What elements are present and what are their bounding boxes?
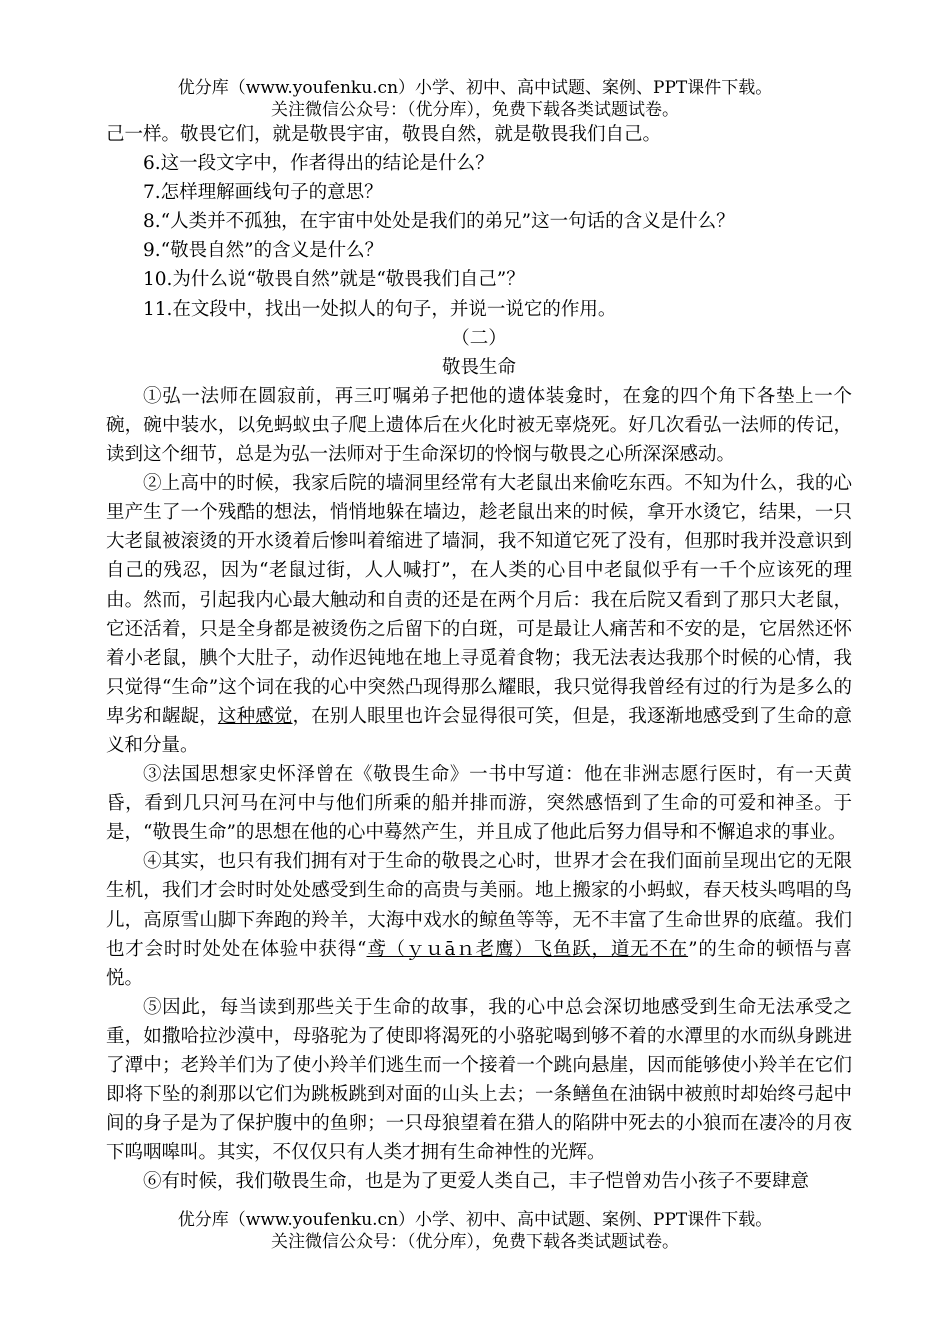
paragraph-2-text-a: ②上高中的时候，我家后院的墙洞里经常有大老鼠出来偷吃东西。不知为什么，我的心里产生了一个残酷的想法，悄悄地躲在墙边，趁老鼠出来的时候，拿开水烫它，结果，一只大老鼠被滚烫的开水烫着后惨叫着缩进了墙洞，我不知道它死了没有，但那时我并没意识到自己的残忍，因为“老鼠过街，人人喊打”，在人类的心目中老鼠似乎有一千个应该死的理由。然而，引起我内心最大触动和自责的还是在两个月后：我在后院又看到了那只大老鼠，它还活着，只是全身都是被烫伤之后留下的白斑，可是最让人痛苦和不安的是，它居然还怀着小老鼠，腆个大肚子，动作迟钝地在地上寻觅着食物；我无法表达我那个时候的心情，我只觉得“生命”这个词在我的心中突然凸现得那么耀眼，我只觉得我曾经有过的行为是多么的卑劣和龌龊，	[106, 473, 852, 727]
question-6: 6.这一段文字中，作者得出的结论是什么？	[143, 153, 494, 175]
paragraph-4-text-a: ④其实，也只有我们拥有对于生命的敬畏之心时，世界才会在我们面前呈现出它的无限生机，我们才会时时处处感受到生命的高贵与美丽。地上搬家的小蚂蚁，春天枝头鸣唱的鸟儿，高原雪山脚下奔跑的羚羊，大海中戏水的鲸鱼等等，无不丰富了生命世界的底蕴。我们也才会时时处处在体验中获得“	[106, 851, 852, 960]
question-8: 8.“人类并不孤独，在宇宙中处处是我们的弟兄”这一句话的含义是什么？	[143, 211, 735, 233]
footer-line-1: 优分库（www.youfenku.cn）小学、初中、高中试题、案例、PPT课件下载。	[177, 1210, 773, 1230]
paragraph-4-text-b: ”的生命的顿悟与喜悦。	[106, 938, 853, 989]
document-body	[106, 120, 852, 1196]
question-7: 7.怎样理解画线句子的意思？	[143, 182, 383, 204]
underlined-quote: 鸢（ｙｕāｎ老鹰）飞鱼跃，道无不在	[366, 938, 689, 960]
question-11: 11.在文段中，找出一处拟人的句子，并说一说它的作用。	[143, 298, 617, 320]
paragraph-1: ①弘一法师在圆寂前，再三叮嘱弟子把他的遗体装龛时，在龛的四个角下各垫上一个碗，碗中装水，以免蚂蚁虫子爬上遗体后在火化时被无辜烧死。好几次看弘一法师的传记，读到这个细节，总是为弘一法师对于生命深切的怜悯与敬畏之心所深深感动。	[106, 385, 852, 466]
section-label: （二）	[451, 327, 507, 349]
question-10: 10.为什么说“敬畏自然”就是“敬畏我们自己”？	[143, 269, 525, 291]
underlined-phrase: 这种感觉	[217, 705, 293, 727]
header-line-1: 优分库（www.youfenku.cn）小学、初中、高中试题、案例、PPT课件下载。	[177, 78, 773, 98]
paragraph-3: ③法国思想家史怀泽曾在《敬畏生命》一书中写道：他在非洲志愿行医时，有一天黄昏，看到几只河马在河中与他们所乘的船并排而游，突然感悟到了生命的可爱和神圣。于是，“敬畏生命”的思想在他的心中蓦然产生，并且成了他此后努力倡导和不懈追求的事业。	[106, 764, 852, 844]
paragraph-6: ⑥有时候，我们敬畏生命，也是为了更爱人类自己，丰子恺曾劝告小孩子不要肆意	[143, 1171, 810, 1193]
article-title: 敬畏生命	[441, 356, 516, 378]
header-line-2: 关注微信公众号：（优分库），免费下载各类试题试卷。	[271, 100, 679, 120]
footer-line-2: 关注微信公众号：（优分库），免费下载各类试题试卷。	[271, 1232, 679, 1252]
intro-line: 己一样。敬畏它们，就是敬畏宇宙，敬畏自然，就是敬畏我们自己。	[106, 124, 662, 145]
paragraph-5: ⑤因此，每当读到那些关于生命的故事，我的心中总会深切地感受到生命无法承受之重，如撒哈拉沙漠中，母骆驼为了使即将渴死的小骆驼喝到够不着的水潭里的水而纵身跳进了潭中；老羚羊们为了使小羚羊们逃生而一个接着一个跳向悬崖，因而能够使小羚羊在它们即将下坠的刹那以它们为跳板跳到对面的山头上去；一条鳝鱼在油锅中被煎时却始终弓起中间的身子是为了保护腹中的鱼卵；一只母狼望着在猎人的陷阱中死去的小狼而在凄冷的月夜下呜咽嗥叫。其实，不仅仅只有人类才拥有生命神性的光辉。	[106, 996, 852, 1164]
question-9: 9.“敬畏自然”的含义是什么？	[143, 240, 384, 262]
paragraph-4	[106, 847, 852, 992]
paragraph-2	[106, 469, 852, 760]
paragraph-2-text-b: ，在别人眼里也许会显得很可笑，但是，我逐渐地感受到了生命的意义和分量。	[106, 705, 852, 756]
